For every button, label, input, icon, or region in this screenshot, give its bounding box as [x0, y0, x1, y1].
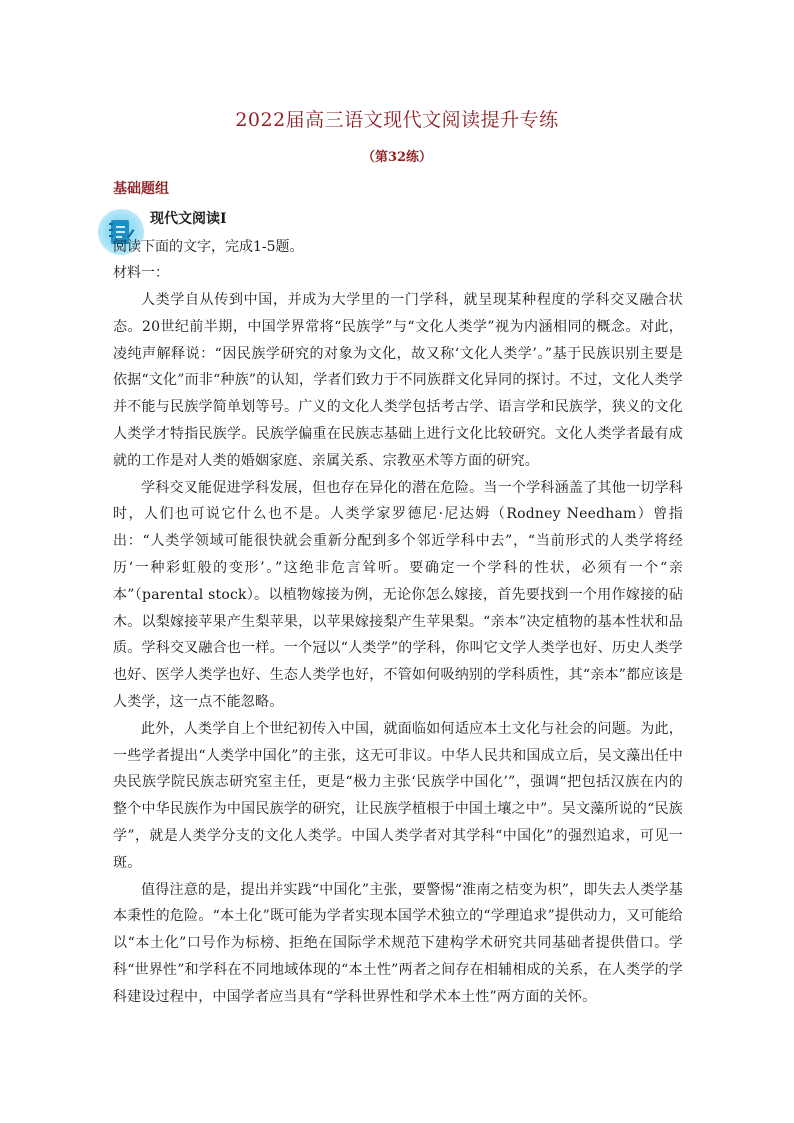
group-title: 基础题组 — [113, 181, 169, 197]
paragraph: 值得注意的是，提出并实践“中国化”主张，要警惕“淮南之桔变为枳”，即失去人类学基本秉性的危险。“本土化”既可能为学者实现本国学术独立的“学理追求”提供动力，又可能给以“本土化”口号作为标榜、拒绝在国际学术规范下建构学术研究共同基础者提供借口。学科“世界性”和学科在不同地域体现的“本土性”两者之间存在相辅相成的关系，在人类学的学科建设过程中，中国学者应当具有“学科世界性和学术本土性”两方面的关怀。 — [113, 881, 683, 1005]
page-subtitle: （第32练） — [361, 150, 433, 165]
page-title: 2022届高三语文现代文阅读提升专练 — [235, 109, 559, 131]
reading-instruction: 阅读下面的文字，完成1-5题。 — [113, 239, 304, 255]
paragraph: 学科交叉能促进学科发展，但也存在异化的潜在危险。当一个学科涵盖了其他一切学科时，人们也可说它什么也不是。人类学家罗德尼·尼达姆（Rodney Needham）曾指出：“人类学领域可能很快就会重新分配到多个邻近学科中去”，“当前形式的人类学将经历‘一种彩虹般的变形’。”这绝非危言耸听。要确定一个学科的性状，必须有一个“亲本”（parental stock）。以植物嫁接为例，无论你怎么嫁接，首先要找到一个用作嫁接的砧木。以梨嫁接苹果产生梨苹果，以苹果嫁接梨产生苹果梨。“亲本”决定植物的基本性状和品质。学科交叉融合也一样。一个冠以“人类学”的学科，你叫它文学人类学也好、历史人类学也好、医学人类学也好、生态人类学也好，不管如何吸纳别的学科质性，其“亲本”都应该是人类学，这一点不能忽略。 — [113, 479, 683, 710]
paragraph: 人类学自从传到中国，并成为大学里的一门学科，就呈现某种程度的学科交叉融合状态。20世纪前半期，中国学界常将“民族学”与“文化人类学”视为内涵相同的概念。对此，凌纯声解释说：“因民族学研究的对象为文化，故又称‘文化人类学’。”基于民族识别主要是依据“文化”而非“种族”的认知，学者们致力于不同族群文化异同的探讨。不过，文化人类学并不能与民族学简单划等号。广义的文化人类学包括考古学、语言学和民族学，狭义的文化人类学才特指民族学。民族学偏重在民族志基础上进行文化比较研究。文化人类学者最有成就的工作是对人类的婚姻家庭、亲属关系、宗教巫术等方面的研究。 — [113, 292, 683, 469]
paragraph: 此外，人类学自上个世纪初传入中国，就面临如何适应本土文化与社会的问题。为此，一些学者提出“人类学中国化”的主张，这无可非议。中华人民共和国成立后，吴文藻出任中央民族学院民族志研究室主任，更是“极力主张‘民族学中国化’”，强调“把包括汉族在内的整个中华民族作为中国民族学的研究，让民族学植根于中国土壤之中”。吴文藻所说的“民族学”，就是人类学分支的文化人类学。中国人类学者对其学科“中国化”的强烈追求，可见一斑。 — [113, 720, 683, 871]
section-title: 现代文阅读Ⅰ — [150, 211, 227, 227]
material-label: 材料一： — [113, 265, 169, 281]
article-body — [113, 287, 683, 1011]
